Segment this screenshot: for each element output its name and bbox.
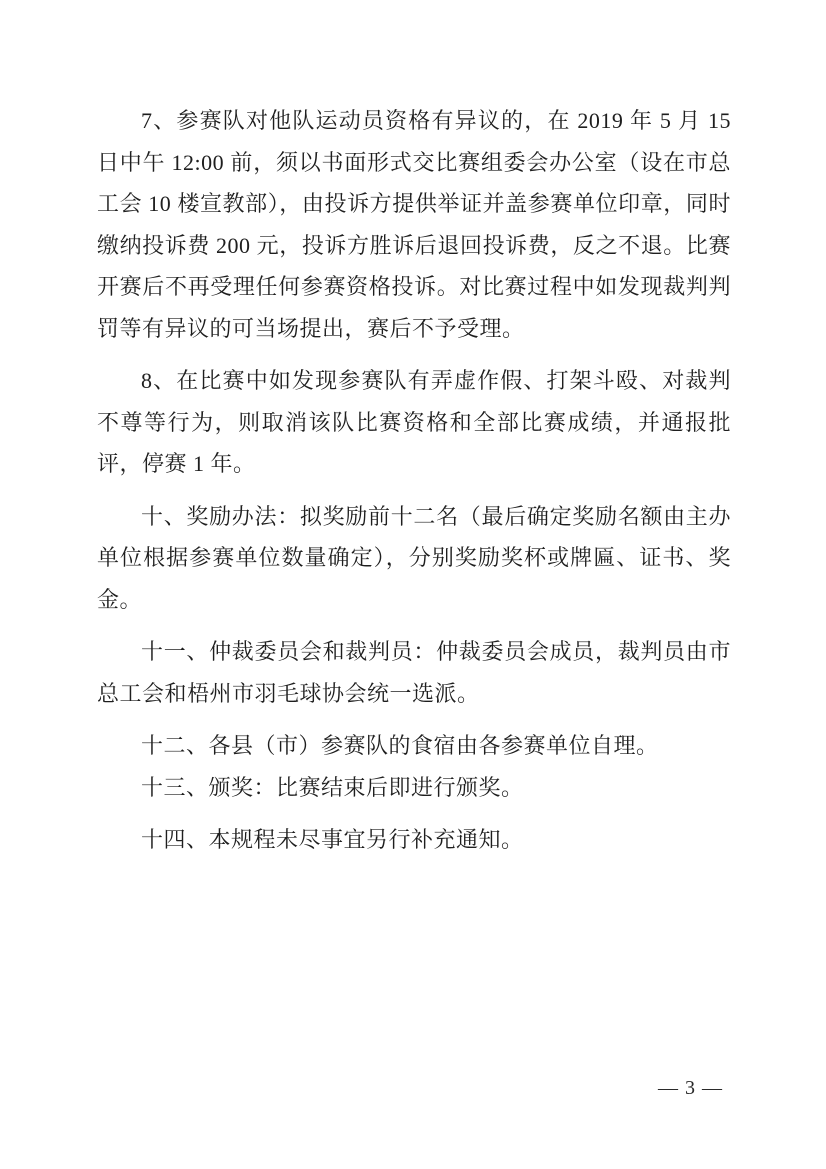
paragraph: 十二、各县（市）参赛队的食宿由各参赛单位自理。 — [141, 733, 659, 758]
paragraph: 十、奖励办法：拟奖励前十二名（最后确定奖励名额由主办单位根据参赛单位数量确定），分别奖励奖杯或牌匾、证书、奖金。 — [97, 503, 731, 612]
page-number: — 3 — — [658, 1077, 723, 1099]
paragraph: 7、参赛队对他队运动员资格有异议的，在 2019 年 5 月 15 日中午 12:00 前，须以书面形式交比赛组委会办公室（设在市总工会 10 楼宣教部），由投诉方提供举证并盖参赛单位印章，同时缴纳投诉费 200 元，投诉方胜诉后退回投诉费，反之不退。比赛开赛后不再受理任何参赛资格投诉。对比赛过程中如发现裁判判罚等有异议的可当场提出，赛后不予受理。 — [97, 108, 731, 341]
paragraph: 8、在比赛中如发现参赛队有弄虚作假、打架斗殴、对裁判不尊等行为，则取消该队比赛资格和全部比赛成绩，并通报批评，停赛 1 年。 — [97, 368, 731, 476]
paragraph: 十一、仲裁委员会和裁判员：仲裁委员会成员，裁判员由市总工会和梧州市羽毛球协会统一选派。 — [97, 639, 731, 706]
paragraph: 十四、本规程未尽事宜另行补充通知。 — [141, 827, 524, 852]
paragraph: 十三、颁奖：比赛结束后即进行颁奖。 — [141, 774, 524, 800]
document-body — [97, 100, 731, 861]
